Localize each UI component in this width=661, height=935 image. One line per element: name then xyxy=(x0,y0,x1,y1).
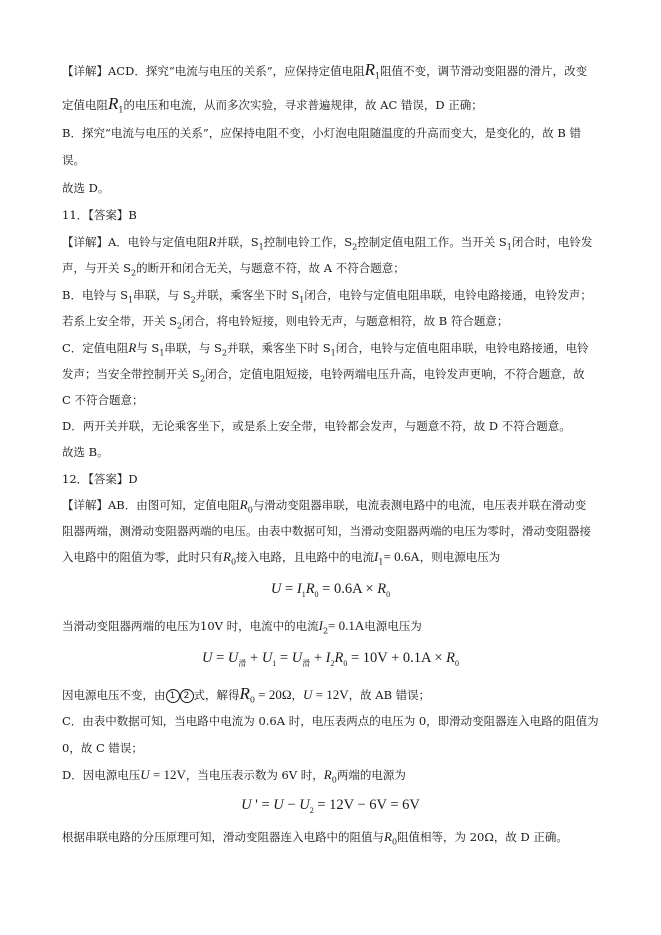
text: 【详解】A．电铃与定值电阻 xyxy=(62,235,209,249)
value: = 20Ω xyxy=(254,687,292,702)
q12-c-line-2 xyxy=(62,740,601,756)
var-r: R xyxy=(334,650,344,666)
var-i: I xyxy=(374,549,379,564)
text: 串联，与 S xyxy=(164,341,222,355)
sub: 1 xyxy=(159,348,165,358)
q12-ab-line-3 xyxy=(62,549,601,565)
op: = xyxy=(212,650,228,666)
text: C．定值电阻 xyxy=(62,341,129,355)
value: = 0.1A xyxy=(328,618,365,633)
text: ，则电源电压为 xyxy=(419,550,501,564)
text: 控制电铃工作，S xyxy=(263,235,353,249)
q12-step2-line xyxy=(62,618,601,634)
sub: 1 xyxy=(330,348,336,358)
var-r: R xyxy=(208,234,217,249)
sub: 2 xyxy=(221,348,228,358)
text: 故选 B。 xyxy=(62,445,109,459)
value: = 0.6A xyxy=(383,549,420,564)
var-u: U xyxy=(270,581,282,597)
text: 因电源电压不变，由 xyxy=(62,688,166,702)
sub: 2 xyxy=(322,626,329,636)
q12-ab-line-2 xyxy=(62,523,601,539)
text: 定值电阻 xyxy=(62,98,108,112)
sub: 1 xyxy=(301,589,306,599)
var-r: R xyxy=(446,650,456,666)
text: ，故 AB 错误； xyxy=(348,688,431,702)
text: 入电路中的阻值为零，此时只有 xyxy=(62,550,223,564)
var-i: I xyxy=(325,650,331,666)
text: 【详解】ACD．探究“电流与电压的关系”，应保持定值电阻 xyxy=(62,64,365,78)
text: 两端的电源为 xyxy=(336,768,406,782)
op: = xyxy=(276,650,292,666)
sub: 0 xyxy=(230,557,237,567)
q12-d-line-1 xyxy=(62,767,601,783)
var-u: U xyxy=(299,797,310,813)
equation-2 xyxy=(0,649,661,667)
text: 闭合时，电铃发 xyxy=(511,235,593,249)
text: 电源电压为 xyxy=(364,619,422,633)
q11-conclusion xyxy=(62,444,601,460)
text: 当滑动变阻器两端的电压为10V 时，电流中的电流 xyxy=(62,619,319,633)
text: 的电压和电流，从而多次实验，寻求普遍规律，故 AC 错误，D 正确； xyxy=(123,98,483,112)
text: 与 S xyxy=(136,341,160,355)
q11-c-line-3 xyxy=(62,392,601,408)
sub: 0 xyxy=(247,505,253,515)
q12-solution-line xyxy=(62,686,601,703)
var-r: R xyxy=(377,581,387,597)
q12-answer-heading xyxy=(62,471,601,487)
p10-line-4 xyxy=(62,152,601,168)
var-i: I xyxy=(318,618,323,633)
var-u: U xyxy=(273,797,284,813)
q11-c-line-2 xyxy=(62,366,601,382)
text: 根据串联电路的分压原理可知，滑动变阻器连入电路中的阻值与 xyxy=(62,830,384,844)
text: 与滑动变阻器串联，电流表测电路中的电流，电压表并联在滑动变 xyxy=(252,498,587,512)
q11-b-line-1 xyxy=(62,287,601,303)
op: + xyxy=(246,650,262,666)
var-r: R xyxy=(305,581,315,597)
q11-d-line-1 xyxy=(62,418,601,434)
sub: 2 xyxy=(309,805,314,815)
sub: 0 xyxy=(343,658,348,668)
op: = 10V + 0.1A × xyxy=(347,650,447,666)
text: 阻器两端，测滑动变阻器两端的电压。由表中数据可知，当滑动变阻器两端的电压为零时，滑动变阻器接 xyxy=(62,524,591,538)
sub: 1 xyxy=(127,295,134,305)
text: C．由表中数据可知，当电路中电流为 0.6A 时，电压表两点的电压为 0，即滑动变阻器连入电路的阻值为 xyxy=(62,714,599,728)
value: = 12V xyxy=(312,687,349,702)
value: = 12V xyxy=(149,767,186,782)
text: 11．【答案】B xyxy=(62,208,137,222)
op: = 12V − 6V = 6V xyxy=(313,797,420,813)
text: 故选 D。 xyxy=(62,181,110,195)
text: 并联，S xyxy=(216,235,259,249)
sub: 滑 xyxy=(238,658,247,668)
p10-line-3 xyxy=(62,125,601,141)
text: 0，故 C 错误； xyxy=(62,741,143,755)
text: 声，与开关 S xyxy=(62,261,132,275)
var-r: R xyxy=(364,60,375,79)
sub: 2 xyxy=(131,268,137,278)
text: B．电铃与 S xyxy=(62,288,128,302)
sub: 2 xyxy=(190,295,196,305)
text: 误。 xyxy=(62,153,85,167)
var-u: U xyxy=(201,650,213,666)
var-u: U xyxy=(227,650,239,666)
q11-c-line-1 xyxy=(62,340,601,356)
var-u: U xyxy=(140,767,150,782)
text: 并联，乘客坐下时 S xyxy=(227,341,331,355)
var-u: U xyxy=(291,650,303,666)
equation-1 xyxy=(0,580,661,598)
sub: 2 xyxy=(200,374,206,384)
sub: 1 xyxy=(374,71,381,81)
sub: 0 xyxy=(391,837,398,847)
sub: 1 xyxy=(118,105,124,115)
p10-line-1 xyxy=(62,62,601,79)
sub: 1 xyxy=(378,557,384,567)
op: = 0.6A × xyxy=(318,581,378,597)
text: 12．【答案】D xyxy=(62,472,138,486)
circled-number: 1 xyxy=(166,689,180,703)
text: B．探究“电流与电压的关系”，应保持电阻不变，小灯泡电阻随温度的升高而变大，是变化的，故 B 错 xyxy=(62,126,581,140)
sub: 2 xyxy=(352,242,358,252)
text: ，当电压表示数为 6V 时， xyxy=(185,768,324,782)
text: 阻值不变，调节滑动变阻器的滑片，改变 xyxy=(380,64,588,78)
text: 阻值相等，为 20Ω，故 D 正确。 xyxy=(397,830,568,844)
sub: 1 xyxy=(272,658,277,668)
text: 闭合，定值电阻短接，电铃两端电压升高，电铃发声更响，不符合题意，故 xyxy=(205,367,585,381)
sub: 0 xyxy=(331,775,337,785)
var-i: I xyxy=(296,581,302,597)
text: 闭合，电铃与定值电阻串联，电铃电路接通，电铃发声； xyxy=(304,288,592,302)
text: 【详解】AB．由图可知，定值电阻 xyxy=(62,498,240,512)
q11-answer-heading xyxy=(62,207,601,223)
var-r: R xyxy=(108,94,119,113)
text: C 不符合题意； xyxy=(62,393,144,407)
q11-b-line-2 xyxy=(62,313,601,329)
q11-a-line-2 xyxy=(62,260,601,276)
text: 闭合，电铃与定值电阻串联，电铃电路接通，电铃 xyxy=(335,341,589,355)
text: 若系上安全带，开关 S xyxy=(62,314,178,328)
text: ， xyxy=(291,688,303,702)
equation-3 xyxy=(0,796,661,814)
op: − xyxy=(283,797,300,813)
sub: 1 xyxy=(258,242,264,252)
sub: 0 xyxy=(314,589,319,599)
var-r: R xyxy=(323,767,332,782)
sub: 0 xyxy=(386,589,391,599)
var-u: U xyxy=(261,650,273,666)
sub: 滑 xyxy=(302,658,311,668)
circled-number: 2 xyxy=(180,689,194,703)
p10-line-2 xyxy=(62,96,601,113)
q12-final-line xyxy=(62,829,601,845)
q11-a-line-1 xyxy=(62,234,601,250)
var-r: R xyxy=(128,340,137,355)
text: 发声；当安全带控制开关 S xyxy=(62,367,201,381)
text: 闭合，将电铃短接，则电铃无声，与题意相符，故 B 符合题意； xyxy=(182,314,509,328)
text: 接入电路，且电路中的电流 xyxy=(236,550,375,564)
var-r: R xyxy=(223,549,231,564)
sub: 2 xyxy=(177,321,183,331)
q12-ab-line-1 xyxy=(62,497,601,513)
sub: 0 xyxy=(249,695,255,705)
op: = xyxy=(261,797,274,813)
var-r: R xyxy=(239,684,250,703)
text: D．两开关并联，无论乘客坐下，或是系上安全带，电铃都会发声，与题意不符，故 D 不符合题意。 xyxy=(62,419,571,433)
var-u: U xyxy=(241,797,252,813)
sub: 0 xyxy=(455,658,460,668)
sub: 1 xyxy=(506,242,512,252)
var-r: R xyxy=(384,829,392,844)
var-r: R xyxy=(239,497,248,512)
op: = xyxy=(281,581,297,597)
text: 的断开和闭合无关，与题意不符，故 A 不符合题意； xyxy=(136,261,405,275)
text: 式，解得 xyxy=(193,688,240,702)
text: 串联，与 S xyxy=(133,288,191,302)
sub: 1 xyxy=(299,295,305,305)
text: D．因电源电压 xyxy=(62,768,141,782)
text: 控制定值电阻工作。当开关 S xyxy=(357,235,507,249)
text: 并联，乘客坐下时 S xyxy=(195,288,300,302)
op: + xyxy=(310,650,326,666)
p10-line-5 xyxy=(62,180,601,196)
sub: 2 xyxy=(330,658,335,668)
var-u: U xyxy=(302,687,313,702)
q12-c-line-1 xyxy=(62,713,601,729)
op: ' xyxy=(251,797,262,813)
